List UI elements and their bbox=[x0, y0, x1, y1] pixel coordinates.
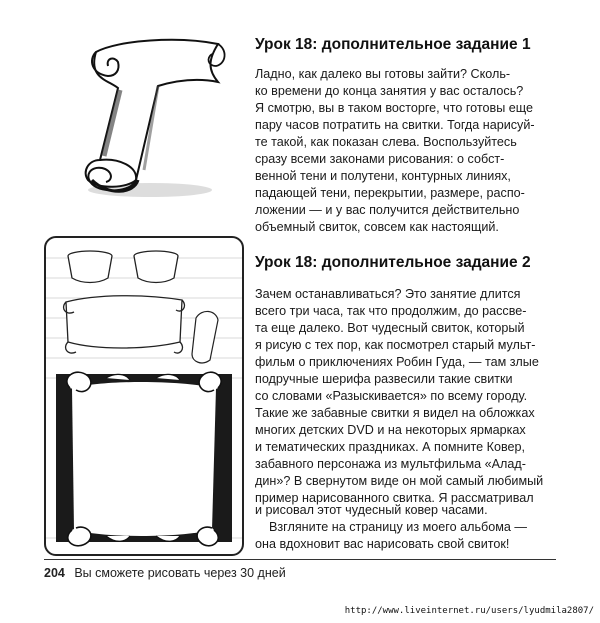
section-2-closing bbox=[255, 502, 527, 553]
book-title: Вы сможете рисовать через 30 дней bbox=[74, 566, 286, 580]
text-line: ко времени до конца занятия у вас осталось? bbox=[255, 84, 524, 98]
text-line: забавного персонажа из мультфильма «Алад- bbox=[255, 457, 526, 471]
text-line: Зачем останавливаться? Это занятие длится bbox=[255, 287, 521, 301]
text-line: Ладно, как далеко вы готовы зайти? Сколь- bbox=[255, 67, 511, 81]
text-line: падающей тени, перекрытии, размере, распо- bbox=[255, 186, 525, 200]
text-line: пример нарисованного свитка. Я рассматривал bbox=[255, 491, 534, 505]
text-line: объемный свиток, совсем как настоящий. bbox=[255, 220, 499, 234]
section-1-text bbox=[255, 66, 535, 236]
text-line: я рисую с тех пор, как посмотрел старый мульт- bbox=[255, 338, 536, 352]
section-1-title: Урок 18: дополнительное задание 1 bbox=[255, 36, 531, 53]
section-2-text bbox=[255, 286, 543, 507]
text-line: и тематических праздниках. А помните Ковер, bbox=[255, 440, 526, 454]
text-line: фильм о приключениях Робин Гуда, — там злые bbox=[255, 355, 539, 369]
text-line: подручные шерифа развесили такие свитки bbox=[255, 372, 513, 386]
text-line: Такие же забавные свитки я видел на обложках bbox=[255, 406, 535, 420]
section-2-title: Урок 18: дополнительное задание 2 bbox=[255, 254, 531, 271]
sketchbook-illustration bbox=[44, 236, 244, 556]
page-number: 204 bbox=[44, 566, 65, 580]
text-line: те такой, как показан слева. Воспользуйтесь bbox=[255, 135, 517, 149]
footer-divider bbox=[44, 559, 556, 560]
text-line: многих детских DVD и на некоторых ярмарках bbox=[255, 423, 526, 437]
text-line: венной тени и полутени, контурных линиях, bbox=[255, 169, 511, 183]
scroll-illustration bbox=[58, 30, 234, 202]
text-line: сразу всеми законами рисования: о собст- bbox=[255, 152, 505, 166]
text-line: Взгляните на страницу из моего альбома — bbox=[269, 520, 527, 534]
source-url[interactable]: http://www.liveinternet.ru/users/lyudmila2807/ bbox=[344, 606, 594, 616]
text-line: и рисовал этот чудесный ковер часами. bbox=[255, 503, 488, 517]
text-line: со словами «Разыскивается» по всему городу. bbox=[255, 389, 528, 403]
text-line: пару часов потратить на свитки. Тогда нарисуй- bbox=[255, 118, 535, 132]
text-line: ложении — и у вас получится действительно bbox=[255, 203, 520, 217]
text-line: та еще далеко. Вот чудесный свиток, который bbox=[255, 321, 525, 335]
text-line: она вдохновит вас нарисовать свой свиток! bbox=[255, 537, 510, 551]
text-line: всего три часа, так что продолжим, до рассве- bbox=[255, 304, 527, 318]
page-footer bbox=[44, 566, 286, 580]
text-line: Я смотрю, вы в таком восторге, что готовы еще bbox=[255, 101, 534, 115]
text-line: дин»? В свернутом виде он мой самый любимый bbox=[255, 474, 544, 488]
